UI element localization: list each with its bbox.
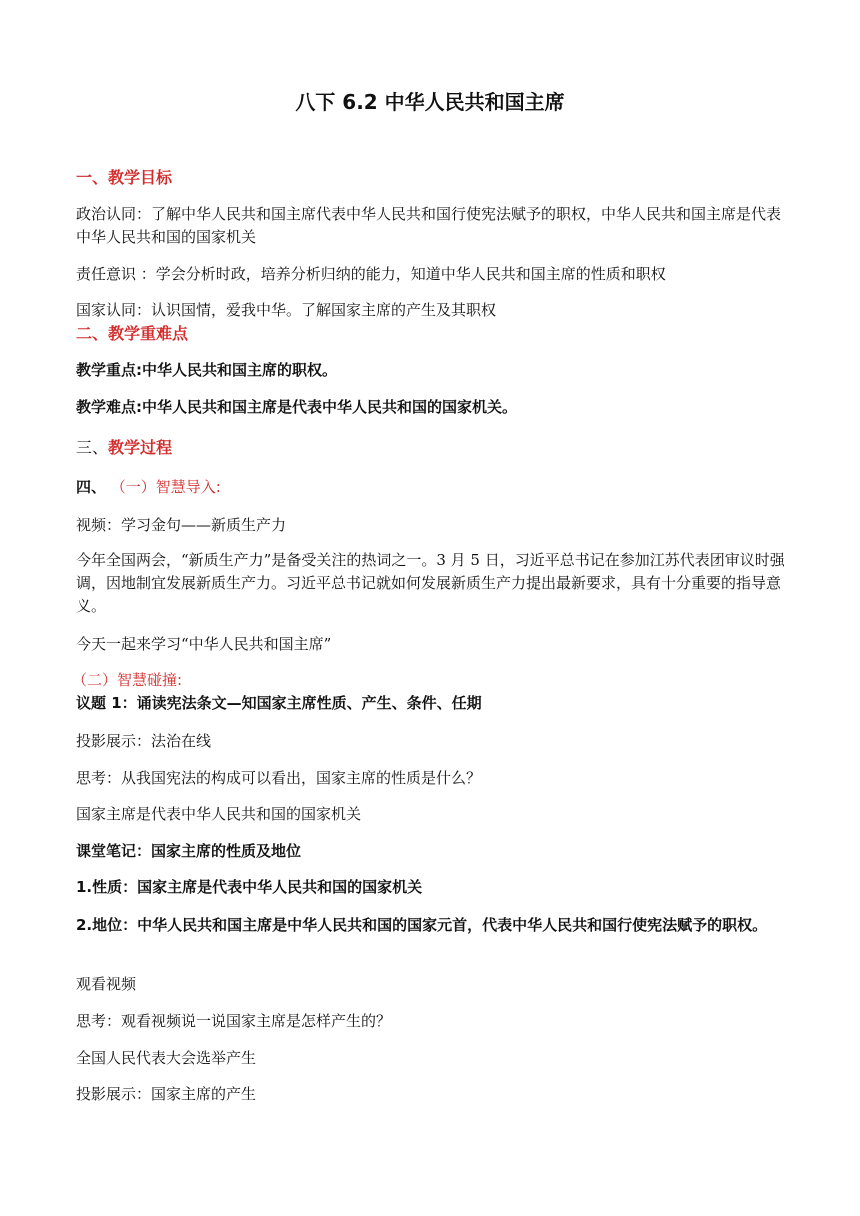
video-line: 视频：学习金句——新质生产力 — [76, 516, 287, 534]
question-line-1: 思考：从我国宪法的构成可以看出，国家主席的性质是什么？ — [76, 769, 482, 787]
class-note-status: 2.地位：中华人民共和国主席是中华人民共和国的国家元首，代表中华人民共和国行使宪法赋予的职权。 — [76, 916, 768, 934]
objective-national-identity: 国家认同：认识国情，爱我中华。了解国家主席的产生及其职权 — [76, 301, 497, 319]
subsection-intro-heading: （一）智慧导入: — [110, 478, 221, 496]
section-heading-objectives: 一、教学目标 — [76, 168, 173, 187]
watch-video-line: 观看视频 — [76, 975, 137, 993]
answer-line-2: 全国人民代表大会选举产生 — [76, 1049, 257, 1067]
class-note-heading: 课堂笔记：国家主席的性质及地位 — [76, 842, 302, 860]
section-heading-process — [76, 436, 792, 459]
section-heading-process-text: 教学过程 — [108, 438, 173, 457]
objective-political-identity: 政治认同：了解中华人民共和国主席代表中华人民共和国行使宪法赋予的职权，中华人民共和国主席是代表中华人民共和国的国家机关 — [76, 205, 782, 246]
section-number-four: 四、 — [76, 478, 107, 496]
class-note-nature: 1.性质：国家主席是代表中华人民共和国的国家机关 — [76, 878, 423, 896]
news-paragraph: 今年全国两会，“新质生产力”是备受关注的热词之一。3 月 5 日，习近平总书记在参加江苏代表团审议时强调，因地制宜发展新质生产力。习近平总书记就如何发展新质生产力提出最新要求，具有十分重要的指导意义。 — [76, 551, 785, 615]
today-topic-line: 今天一起来学习“中华人民共和国主席” — [76, 635, 332, 653]
subsection-intro — [76, 476, 792, 499]
teaching-difficult-point: 教学难点:中华人民共和国主席是代表中华人民共和国的国家机关。 — [76, 398, 518, 416]
topic-one: 议题 1：诵读宪法条文—知国家主席性质、产生、条件、任期 — [76, 694, 482, 712]
document-title: 八下 6.2 中华人民共和国主席 — [295, 90, 565, 114]
answer-line-1: 国家主席是代表中华人民共和国的国家机关 — [76, 805, 362, 823]
question-line-2: 思考：观看视频说一说国家主席是怎样产生的？ — [76, 1012, 392, 1030]
projection-line-1: 投影展示：法治在线 — [76, 732, 212, 750]
teaching-key-point: 教学重点:中华人民共和国主席的职权。 — [76, 361, 338, 379]
objective-responsibility: 责任意识 ：学会分析时政，培养分析归纳的能力，知道中华人民共和国主席的性质和职权 — [76, 265, 666, 283]
section-heading-key-points: 二、教学重难点 — [76, 324, 189, 343]
subsection-collision-heading: （二）智慧碰撞: — [72, 671, 183, 689]
section-number-three: 三、 — [76, 438, 109, 457]
projection-line-2: 投影展示：国家主席的产生 — [76, 1085, 257, 1103]
